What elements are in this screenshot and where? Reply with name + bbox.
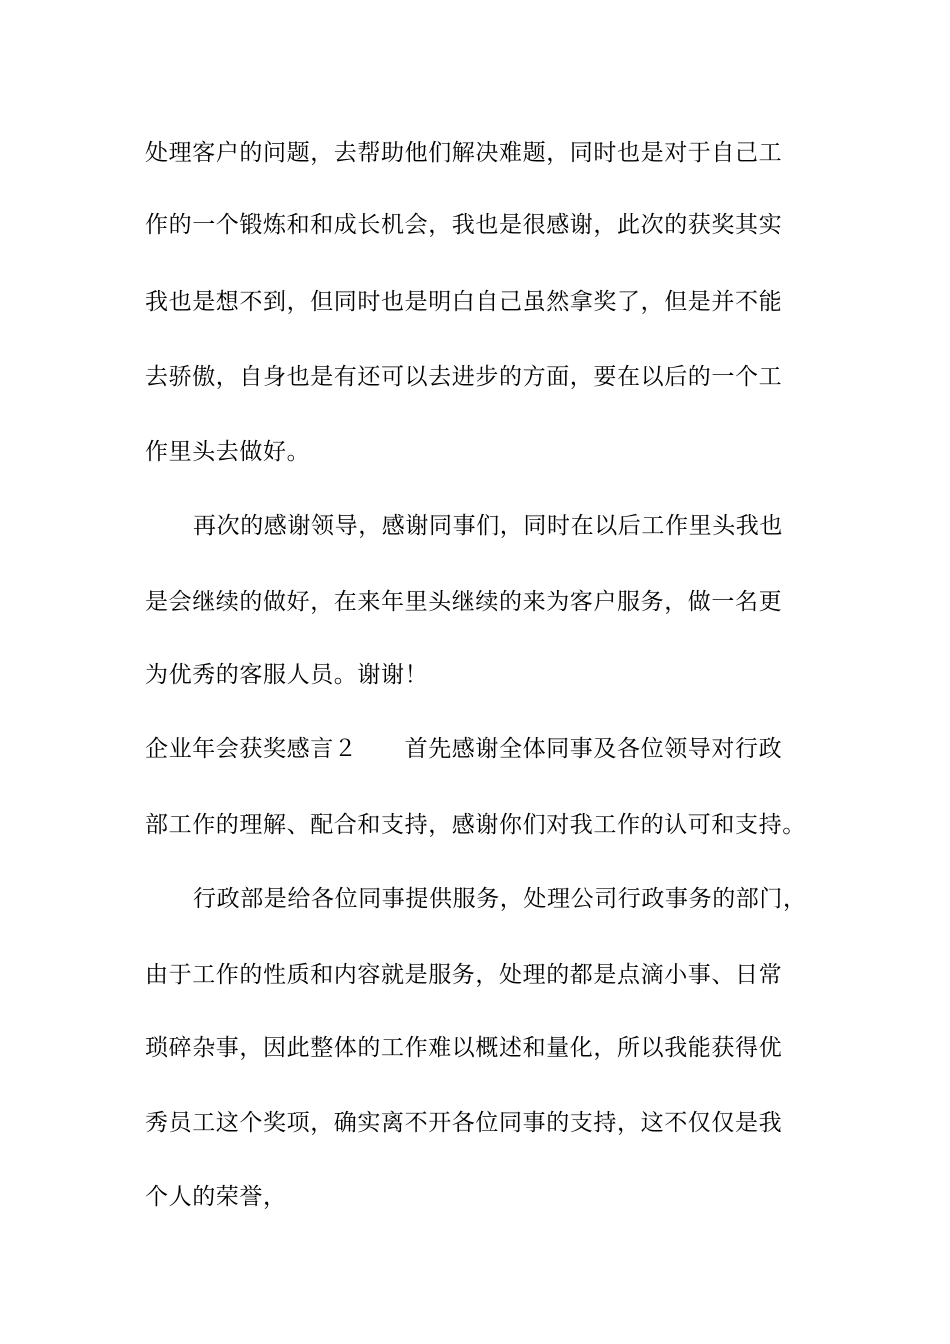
text-line: 作的一个锻炼和和成长机会，我也是很感谢，此次的获奖其实 [145, 212, 783, 238]
text-line: 个人的荣誉， [145, 1184, 287, 1210]
text-line: 我也是想不到，但同时也是明白自己虽然拿奖了，但是并不能 [145, 289, 783, 315]
text-line: 行政部是给各位同事提供服务，处理公司行政事务的部门， [193, 886, 807, 912]
text-line: 由于工作的性质和内容就是服务，处理的都是点滴小事、日常 [145, 962, 783, 988]
section-heading-line: 企业年会获奖感言２ 首先感谢全体同事及各位领导对行政 [145, 736, 783, 762]
text-line: 为优秀的客服人员。谢谢！ [145, 662, 429, 688]
text-line: 琐碎杂事，因此整体的工作难以概述和量化，所以我能获得优 [145, 1035, 783, 1061]
text-line: 作里头去做好。 [145, 439, 311, 465]
text-line: 部工作的理解、配合和支持，感谢你们对我工作的认可和支持。 [145, 812, 806, 838]
text-line: 处理客户的问题，去帮助他们解决难题，同时也是对于自己工 [145, 140, 783, 166]
text-line: 是会继续的做好，在来年里头继续的来为客户服务，做一名更 [145, 589, 783, 615]
text-line: 再次的感谢领导，感谢同事们，同时在以后工作里头我也 [193, 513, 783, 539]
text-line: 秀员工这个奖项，确实离不开各位同事的支持，这不仅仅是我 [145, 1110, 783, 1136]
text-line: 去骄傲，自身也是有还可以去进步的方面，要在以后的一个工 [145, 364, 783, 390]
